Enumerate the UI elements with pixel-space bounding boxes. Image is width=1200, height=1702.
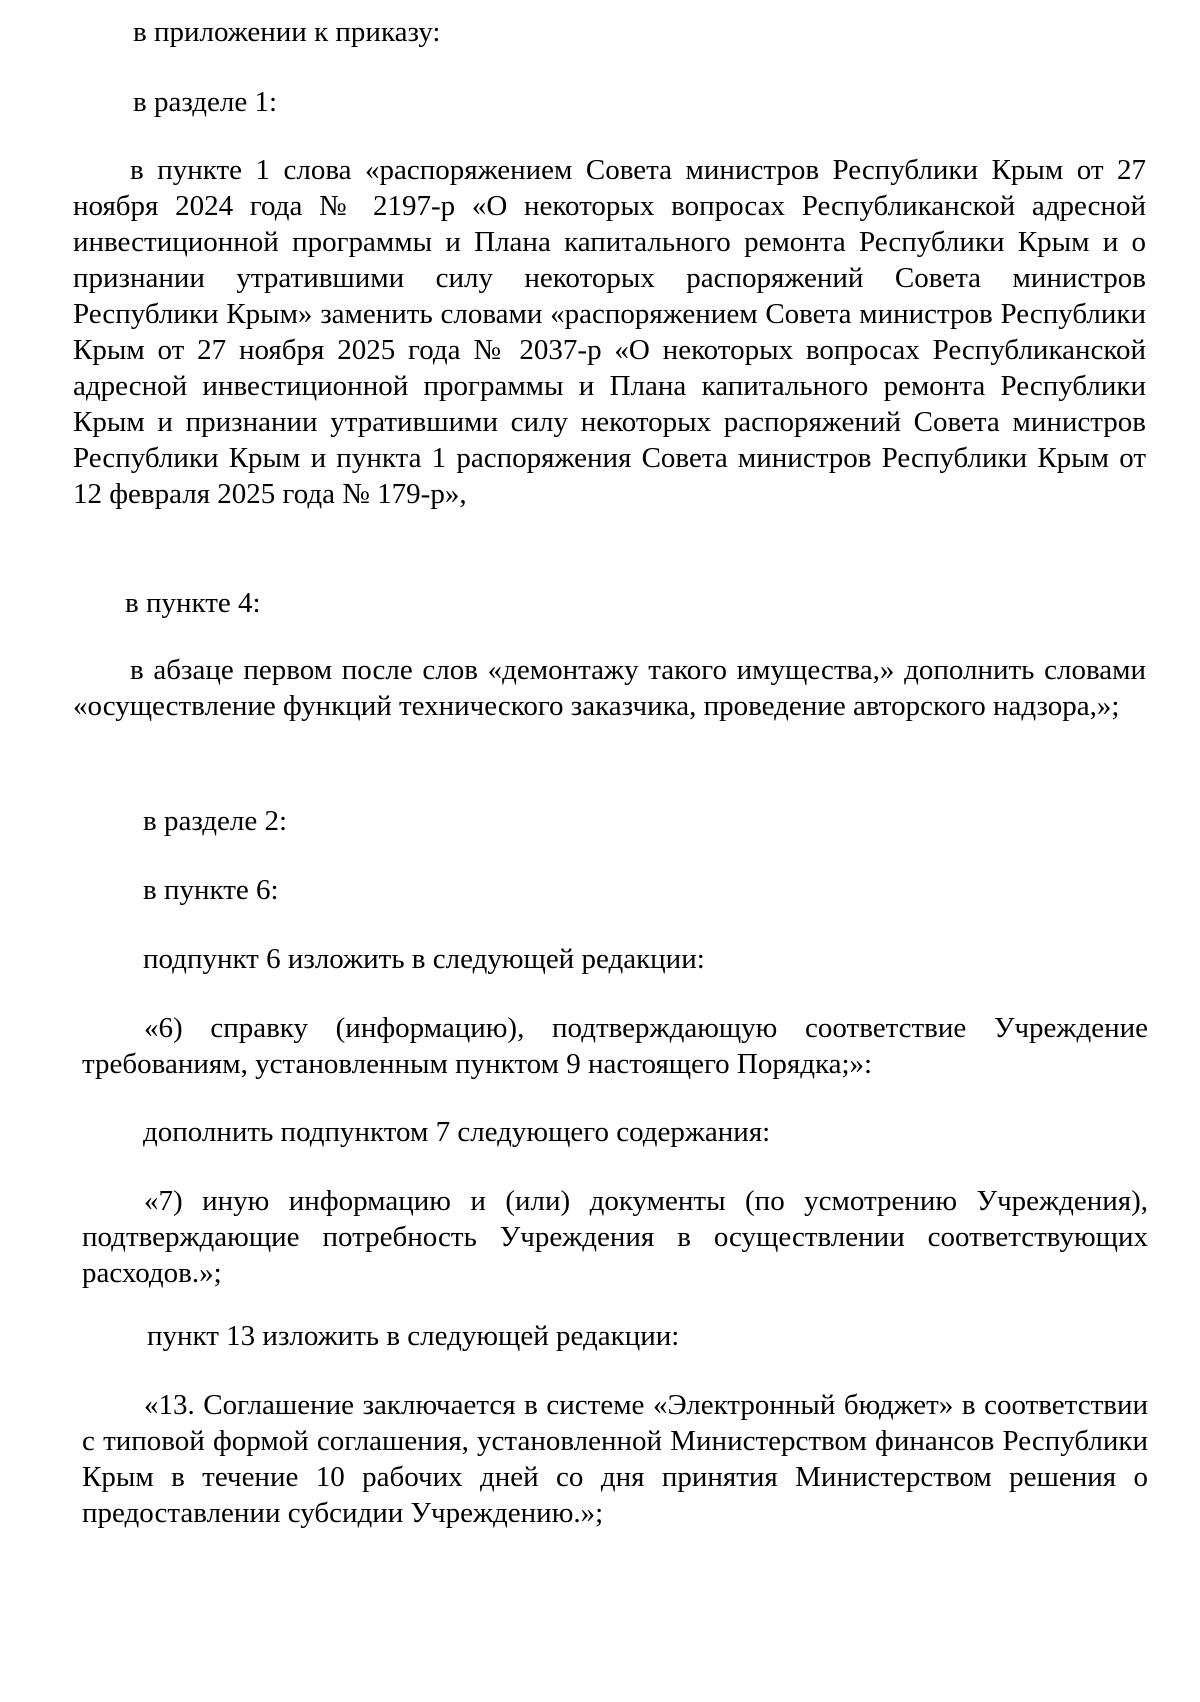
paragraph-point-4: в пункте 4: bbox=[125, 587, 261, 619]
paragraph-subpoint-7-text: «7) иную информацию и (или) документы (по усмотрению Учреждения), подтверждающие потребность Учреждения в осуществлении соответствующих расходов.»; bbox=[82, 1185, 1148, 1289]
paragraph-point-4-first-abzac: в абзаце первом после слов «демонтажу такого имущества,» дополнить словами «осуществление функций технического заказчика, проведение авторского надзора,»; bbox=[73, 654, 1146, 722]
paragraph-appendix-intro: в приложении к приказу: bbox=[133, 16, 441, 48]
paragraph-subpoint-7-intro: дополнить подпунктом 7 следующего содержания: bbox=[143, 1116, 771, 1148]
paragraph-section-1: в разделе 1: bbox=[133, 86, 278, 118]
paragraph-point-6: в пункте 6: bbox=[143, 874, 279, 906]
paragraph-point-13-text: «13. Соглашение заключается в системе «Электронный бюджет» в соответствии с типовой формой соглашения, установленной Министерством финансов Республики Крым в течение 10 рабочих дней со дня принятия Министерством решения о предоставлении субсидии Учреждению.»; bbox=[82, 1389, 1148, 1529]
paragraph-subpoint-6-intro: подпункт 6 изложить в следующей редакции: bbox=[143, 943, 705, 975]
paragraph-subpoint-6-text: «6) справку (информацию), подтверждающую соответствие Учреждение требованиям, установленным пунктом 9 настоящего Порядка;»: bbox=[82, 1012, 1148, 1080]
paragraph-section-2: в разделе 2: bbox=[143, 805, 288, 837]
paragraph-point-1-amendment: в пункте 1 слова «распоряжением Совета министров Республики Крым от 27 ноября 2024 года № 2197-р «О некоторых вопросах Республиканской адресной инвестиционной программы и Плана капитального ремонта Республики Крым и о признании утратившими силу некоторых распоряжений Совета министров Республики Крым» заменить словами «распоряжением Совета министров Республики Крым от 27 ноября 2025 года № 2037-р «О некоторых вопросах Республиканской адресной инвестиционной программы и Плана капитального ремонта Республики Крым и признании утратившими силу некоторых распоряжений Совета министров Республики Крым и пункта 1 распоряжения Совета министров Республики Крым от 12 февраля 2025 года № 179-р», bbox=[73, 154, 1146, 510]
paragraph-point-13-intro: пункт 13 изложить в следующей редакции: bbox=[147, 1320, 680, 1352]
